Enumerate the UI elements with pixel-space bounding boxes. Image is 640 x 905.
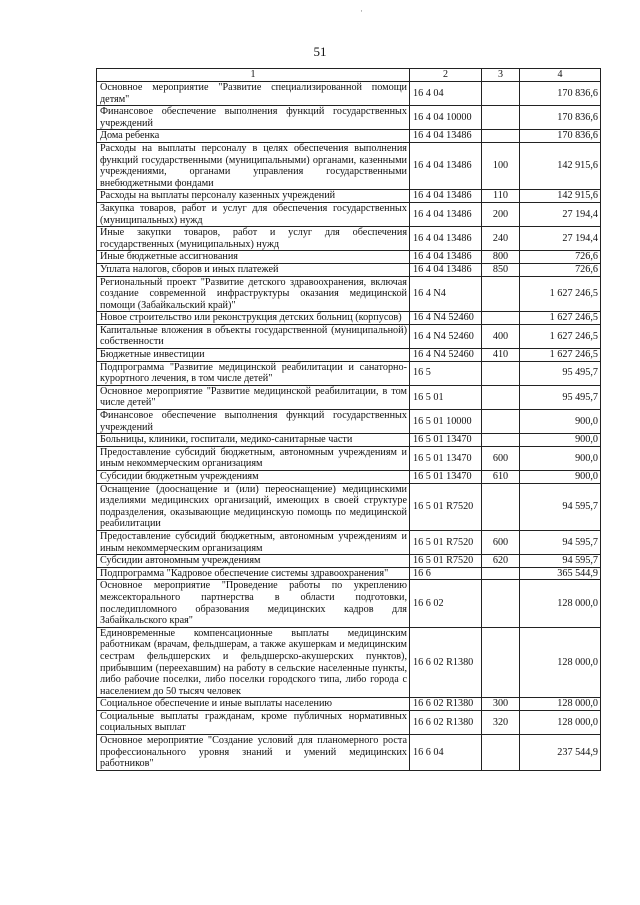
row-code: 16 4 04 13486 — [410, 227, 482, 251]
row-sum: 365 544,9 — [520, 567, 601, 580]
row-name: Субсидии автономным учреждениям — [97, 555, 410, 568]
row-code: 16 4 04 13486 — [410, 142, 482, 189]
row-name: Иные бюджетные ассигнования — [97, 251, 410, 264]
row-code: 16 5 01 — [410, 385, 482, 409]
row-name: Финансовое обеспечение выполнения функций государственных учреждений — [97, 106, 410, 130]
row-name: Основное мероприятие "Развитие медицинской реабилитации, в том числе детей" — [97, 385, 410, 409]
row-code: 16 5 — [410, 361, 482, 385]
row-code: 16 6 02 — [410, 580, 482, 627]
row-name: Социальные выплаты гражданам, кроме публичных нормативных социальных выплат — [97, 710, 410, 734]
row-sum: 900,0 — [520, 471, 601, 484]
row-name: Подпрограмма "Кадровое обеспечение системы здравоохранения" — [97, 567, 410, 580]
row-code: 16 4 N4 52460 — [410, 312, 482, 325]
row-sum: 95 495,7 — [520, 385, 601, 409]
row-kind — [482, 130, 520, 143]
row-kind — [482, 434, 520, 447]
row-name: Подпрограмма "Развитие медицинской реабилитации и санаторно-курортного лечения, в том числе детей" — [97, 361, 410, 385]
row-kind: 800 — [482, 251, 520, 264]
row-kind — [482, 385, 520, 409]
row-sum: 726,6 — [520, 251, 601, 264]
row-kind: 410 — [482, 349, 520, 362]
table-row — [97, 555, 601, 568]
row-name: Больницы, клиники, госпитали, медико-санитарные части — [97, 434, 410, 447]
row-code: 16 4 04 13486 — [410, 251, 482, 264]
row-code: 16 5 01 13470 — [410, 446, 482, 470]
row-name: Социальное обеспечение и иные выплаты населению — [97, 698, 410, 711]
row-sum: 170 836,6 — [520, 130, 601, 143]
row-sum: 128 000,0 — [520, 698, 601, 711]
header-col-1: 1 — [97, 69, 410, 82]
row-name: Финансовое обеспечение выполнения функций государственных учреждений — [97, 410, 410, 434]
row-code: 16 4 04 — [410, 82, 482, 106]
row-sum: 1 627 246,5 — [520, 324, 601, 348]
row-name: Закупка товаров, работ и услуг для обеспечения государственных (муниципальных) нужд — [97, 202, 410, 226]
row-name: Основное мероприятие "Проведение работы по укреплению межсекторального партнерства в области подготовки, последипломного образования медицинских кадров для Забайкальского края" — [97, 580, 410, 627]
table-row — [97, 735, 601, 771]
row-kind — [482, 82, 520, 106]
row-sum: 142 915,6 — [520, 190, 601, 203]
row-kind — [482, 483, 520, 530]
row-code: 16 4 04 13486 — [410, 202, 482, 226]
row-kind: 200 — [482, 202, 520, 226]
row-kind: 850 — [482, 263, 520, 276]
row-sum: 170 836,6 — [520, 106, 601, 130]
table-row — [97, 580, 601, 627]
row-code: 16 5 01 13470 — [410, 434, 482, 447]
row-sum: 128 000,0 — [520, 710, 601, 734]
page-number: 51 — [313, 44, 327, 59]
row-code: 16 5 01 13470 — [410, 471, 482, 484]
row-kind: 600 — [482, 530, 520, 554]
row-sum: 170 836,6 — [520, 82, 601, 106]
row-sum: 900,0 — [520, 434, 601, 447]
row-name: Дома ребенка — [97, 130, 410, 143]
row-sum: 128 000,0 — [520, 627, 601, 698]
row-code: 16 5 01 10000 — [410, 410, 482, 434]
row-code: 16 5 01 R7520 — [410, 530, 482, 554]
table-row — [97, 434, 601, 447]
row-kind: 400 — [482, 324, 520, 348]
header-col-4: 4 — [520, 69, 601, 82]
header-col-3: 3 — [482, 69, 520, 82]
table-row — [97, 483, 601, 530]
table-row — [97, 202, 601, 226]
row-kind: 110 — [482, 190, 520, 203]
table-row — [97, 251, 601, 264]
row-sum: 237 544,9 — [520, 735, 601, 771]
row-kind — [482, 627, 520, 698]
row-sum: 726,6 — [520, 263, 601, 276]
table-row — [97, 190, 601, 203]
row-name: Уплата налогов, сборов и иных платежей — [97, 263, 410, 276]
row-code: 16 6 04 — [410, 735, 482, 771]
row-kind — [482, 276, 520, 312]
row-kind: 600 — [482, 446, 520, 470]
row-kind: 300 — [482, 698, 520, 711]
table-row — [97, 324, 601, 348]
table-row — [97, 471, 601, 484]
row-name: Оснащение (дооснащение и (или) переоснащение) медицинскими изделиями медицинских организаций, имеющих в своей структуре подразделения, оказывающие медицинскую помощь по медицинской реабилитации — [97, 483, 410, 530]
row-sum: 27 194,4 — [520, 202, 601, 226]
row-sum: 128 000,0 — [520, 580, 601, 627]
table-row — [97, 312, 601, 325]
row-name: Бюджетные инвестиции — [97, 349, 410, 362]
row-name: Предоставление субсидий бюджетным, автономным учреждениям и иным некоммерческим организациям — [97, 530, 410, 554]
row-sum: 1 627 246,5 — [520, 276, 601, 312]
row-name: Расходы на выплаты персоналу казенных учреждений — [97, 190, 410, 203]
table-row — [97, 446, 601, 470]
row-code: 16 6 02 R1380 — [410, 710, 482, 734]
table-row — [97, 410, 601, 434]
row-code: 16 4 04 10000 — [410, 106, 482, 130]
row-kind: 620 — [482, 555, 520, 568]
table-row — [97, 276, 601, 312]
table-row — [97, 567, 601, 580]
row-kind — [482, 735, 520, 771]
row-name: Иные закупки товаров, работ и услуг для обеспечения государственных (муниципальных) нужд — [97, 227, 410, 251]
row-sum: 94 595,7 — [520, 483, 601, 530]
row-kind: 610 — [482, 471, 520, 484]
row-kind — [482, 106, 520, 130]
row-kind — [482, 567, 520, 580]
row-kind — [482, 410, 520, 434]
row-sum: 27 194,4 — [520, 227, 601, 251]
row-name: Единовременные компенсационные выплаты медицинским работникам (врачам, фельдшерам, а также акушеркам и медицинским сестрам фельдшерских и фельдшерско-акушерских пунктов), прибывшим (переехавшим) на работу в сельские населенные пункты, либо рабочие поселки, либо поселки городского типа, либо города с населением до 50 тысяч человек — [97, 627, 410, 698]
row-code: 16 5 01 R7520 — [410, 555, 482, 568]
row-kind: 320 — [482, 710, 520, 734]
row-sum: 142 915,6 — [520, 142, 601, 189]
budget-table — [96, 68, 601, 771]
row-name: Основное мероприятие "Создание условий для планомерного роста профессионального уровня знаний и умений медицинских работников" — [97, 735, 410, 771]
header-col-2: 2 — [410, 69, 482, 82]
row-name: Субсидии бюджетным учреждениям — [97, 471, 410, 484]
row-kind — [482, 361, 520, 385]
row-code: 16 6 — [410, 567, 482, 580]
row-code: 16 4 N4 — [410, 276, 482, 312]
row-code: 16 6 02 R1380 — [410, 698, 482, 711]
row-name: Расходы на выплаты персоналу в целях обеспечения выполнения функций государственными (муниципальными) органами, казенными учреждениями, органами управления государственными внебюджетными фондами — [97, 142, 410, 189]
row-kind: 100 — [482, 142, 520, 189]
table-row — [97, 627, 601, 698]
row-sum: 94 595,7 — [520, 530, 601, 554]
row-kind — [482, 312, 520, 325]
table-row — [97, 698, 601, 711]
table-row — [97, 227, 601, 251]
row-sum: 95 495,7 — [520, 361, 601, 385]
row-kind — [482, 580, 520, 627]
row-code: 16 4 04 13486 — [410, 130, 482, 143]
scan-speck: · — [360, 6, 363, 16]
table-body — [97, 69, 601, 771]
row-sum: 1 627 246,5 — [520, 349, 601, 362]
row-code: 16 4 N4 52460 — [410, 324, 482, 348]
row-code: 16 4 04 13486 — [410, 190, 482, 203]
table-header-row — [97, 69, 601, 82]
row-sum: 900,0 — [520, 410, 601, 434]
table-row — [97, 385, 601, 409]
table-row — [97, 142, 601, 189]
row-code: 16 5 01 R7520 — [410, 483, 482, 530]
row-name: Основное мероприятие "Развитие специализированной помощи детям" — [97, 82, 410, 106]
row-name: Предоставление субсидий бюджетным, автономным учреждениям и иным некоммерческим организациям — [97, 446, 410, 470]
table-row — [97, 361, 601, 385]
row-code: 16 6 02 R1380 — [410, 627, 482, 698]
table-row — [97, 710, 601, 734]
table-row — [97, 130, 601, 143]
row-name: Капитальные вложения в объекты государственной (муниципальной) собственности — [97, 324, 410, 348]
row-code: 16 4 04 13486 — [410, 263, 482, 276]
table-row — [97, 263, 601, 276]
table-row — [97, 106, 601, 130]
row-sum: 900,0 — [520, 446, 601, 470]
row-code: 16 4 N4 52460 — [410, 349, 482, 362]
row-sum: 94 595,7 — [520, 555, 601, 568]
row-name: Региональный проект "Развитие детского здравоохранения, включая создание современной инфраструктуры оказания медицинской помощи (Забайкальский край)" — [97, 276, 410, 312]
row-kind: 240 — [482, 227, 520, 251]
table-row — [97, 349, 601, 362]
table-row — [97, 530, 601, 554]
row-name: Новое строительство или реконструкция детских больниц (корпусов) — [97, 312, 410, 325]
table-row — [97, 82, 601, 106]
row-sum: 1 627 246,5 — [520, 312, 601, 325]
